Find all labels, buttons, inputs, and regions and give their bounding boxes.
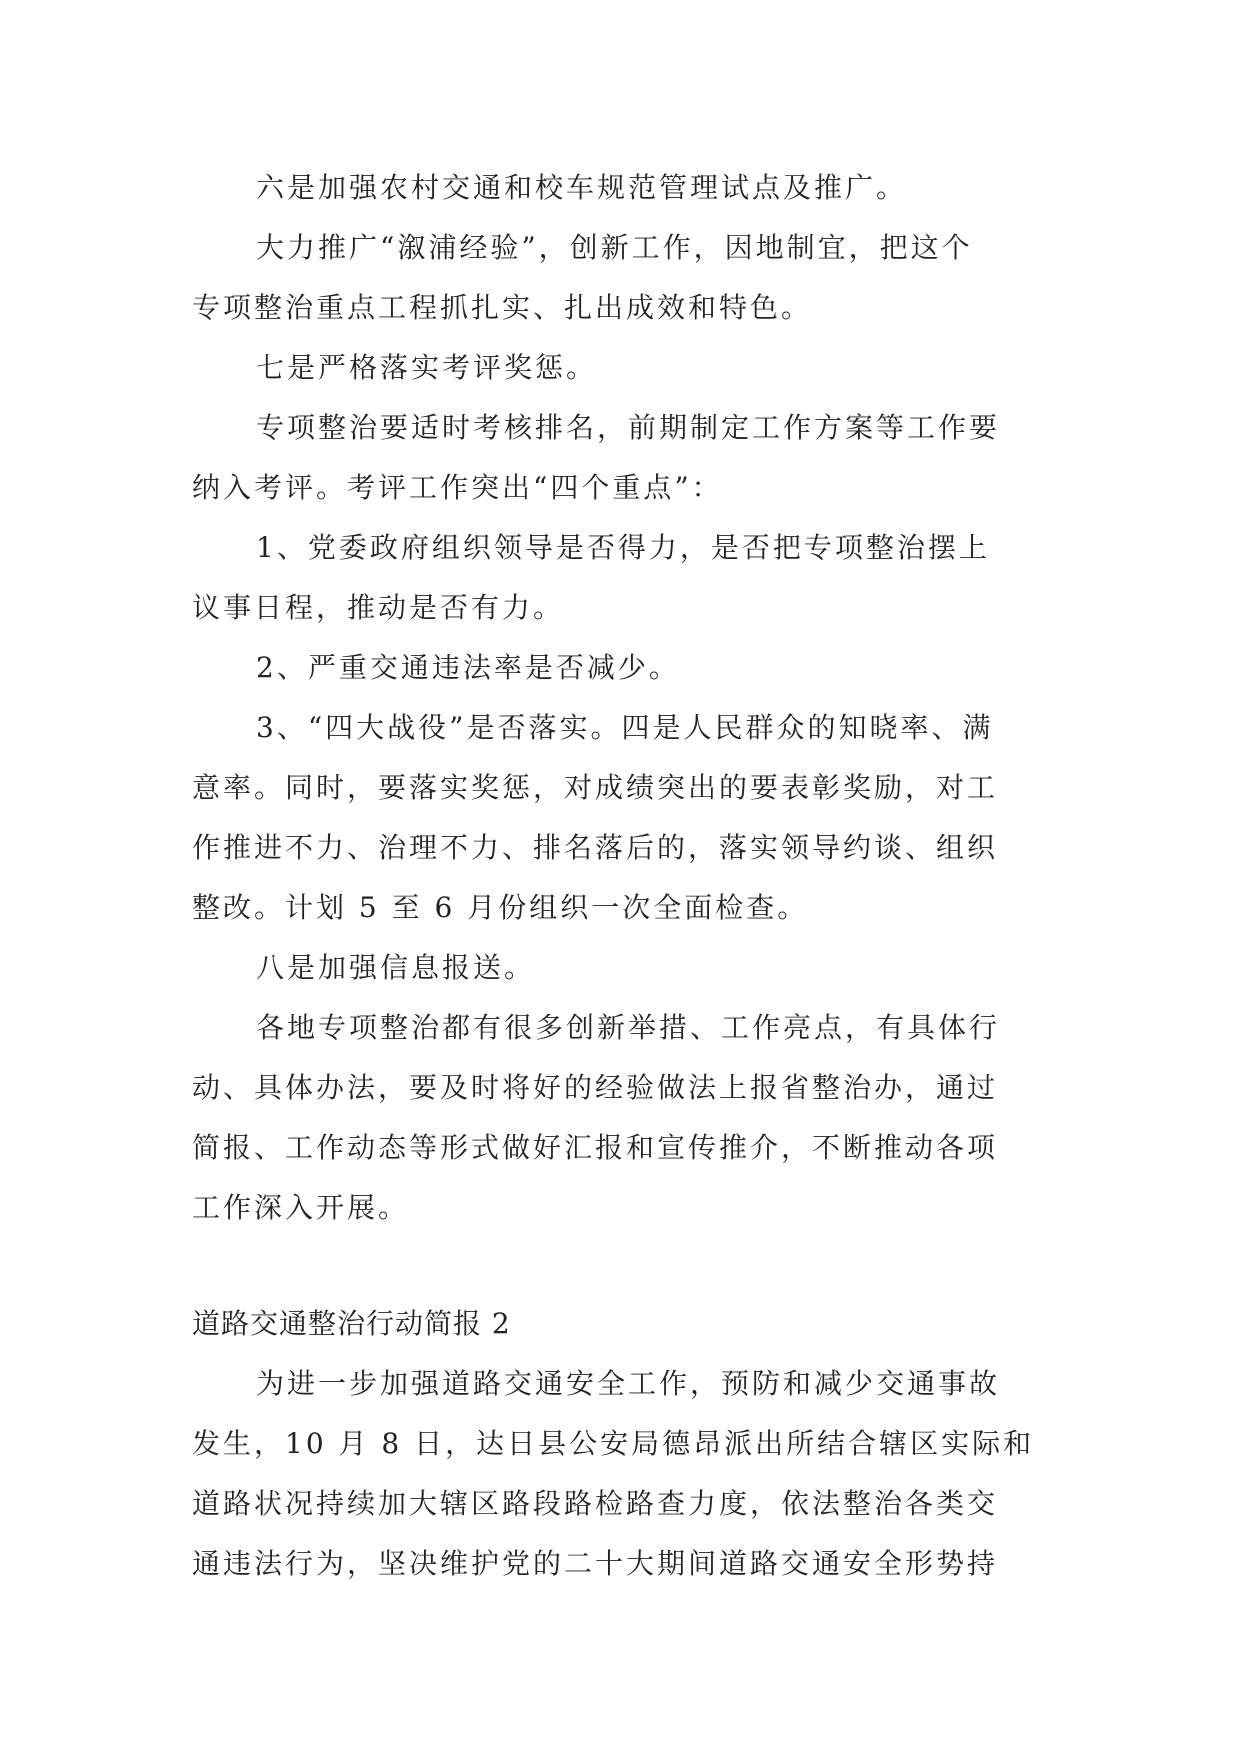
text-line: 简报、工作动态等形式做好汇报和宣传推介，不断推动各项 bbox=[192, 1131, 999, 1164]
text-line: 七是严格落实考评奖惩。 bbox=[256, 351, 598, 384]
report-title: 道路交通整治行动简报 2 bbox=[192, 1307, 511, 1340]
para-6-heading bbox=[192, 158, 1050, 218]
text-line: 各地专项整治都有很多创新举措、工作亮点，有具体行 bbox=[256, 1011, 1001, 1044]
text-line: 意率。同时，要落实奖惩，对成绩突出的要表彰奖励，对工 bbox=[192, 771, 999, 804]
text-line: 3、“四大战役”是否落实。四是人民群众的知晓率、满 bbox=[256, 711, 994, 744]
section-traffic-measures bbox=[192, 158, 1050, 1238]
point-2 bbox=[192, 638, 1050, 698]
text-line: 八是加强信息报送。 bbox=[256, 951, 536, 984]
report-2-body bbox=[192, 1354, 1050, 1594]
text-line: 为进一步加强道路交通安全工作，预防和减少交通事故 bbox=[256, 1367, 1001, 1400]
text-line: 专项整治重点工程抓扎实、扎出成效和特色。 bbox=[192, 291, 813, 324]
text-line: 通违法行为，坚决维护党的二十大期间道路交通安全形势持 bbox=[192, 1547, 999, 1580]
text-line: 1、党委政府组织领导是否得力，是否把专项整治摆上 bbox=[256, 531, 990, 564]
para-6-body bbox=[192, 218, 1050, 338]
text-line: 发生，10 月 8 日，达日县公安局德昂派出所结合辖区实际和 bbox=[192, 1427, 1035, 1460]
section-report-2 bbox=[192, 1354, 1050, 1594]
point-3 bbox=[192, 698, 1050, 938]
text-line: 六是加强农村交通和校车规范管理试点及推广。 bbox=[256, 171, 908, 204]
para-8-heading bbox=[192, 938, 1050, 998]
text-line: 工作深入开展。 bbox=[192, 1191, 410, 1224]
text-line: 道路状况持续加大辖区路段路检路查力度，依法整治各类交 bbox=[192, 1487, 999, 1520]
text-line: 2、严重交通违法率是否减少。 bbox=[256, 651, 680, 684]
para-8-body bbox=[192, 998, 1050, 1238]
text-line: 作推进不力、治理不力、排名落后的，落实领导约谈、组织 bbox=[192, 831, 999, 864]
document-body bbox=[192, 158, 1050, 1594]
para-7-heading bbox=[192, 338, 1050, 398]
point-1 bbox=[192, 518, 1050, 638]
text-line: 整改。计划 5 至 6 月份组织一次全面检查。 bbox=[192, 891, 809, 924]
text-line: 议事日程，推动是否有力。 bbox=[192, 591, 565, 624]
text-line: 动、具体办法，要及时将好的经验做法上报省整治办，通过 bbox=[192, 1071, 999, 1104]
text-line: 专项整治要适时考核排名，前期制定工作方案等工作要 bbox=[256, 411, 1001, 444]
text-line: 纳入考评。考评工作突出“四个重点”： bbox=[192, 471, 723, 504]
section-gap bbox=[192, 1238, 1050, 1294]
para-7-body bbox=[192, 398, 1050, 518]
text-line: 大力推广“溆浦经验”，创新工作，因地制宜，把这个 bbox=[256, 231, 973, 264]
